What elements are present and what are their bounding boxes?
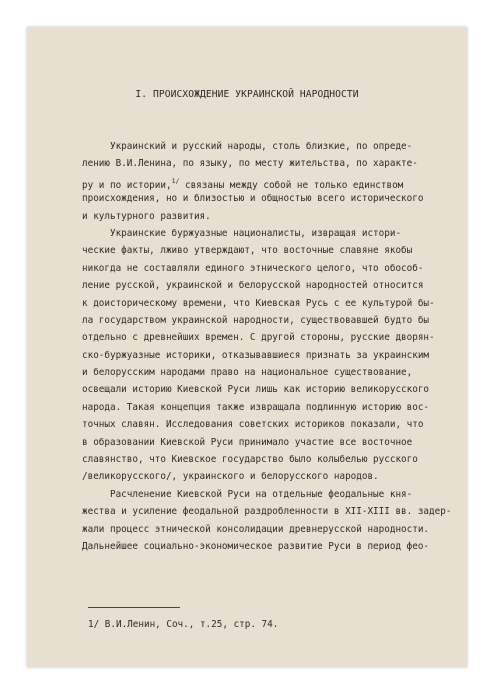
document-page <box>27 27 467 667</box>
text-line: никогда не составляли единого этнического целого, что обособ- <box>82 262 424 274</box>
text-line: к доисторическому времени, что Киевская Русь с ее культурой бы- <box>82 297 435 309</box>
text-line: жали процесс этнической консолидации древнерусской народности. <box>82 523 430 535</box>
body-text <box>82 138 482 555</box>
text-line: /великорусского/, украинского и белорусского народов. <box>82 471 379 483</box>
text-line: ско-буржуазные историки, отказывавшиеся признать за украинским <box>82 349 430 361</box>
text-line: Расчленение Киевской Руси на отдельные феодальные кня- <box>82 488 413 500</box>
footnote-divider <box>88 607 180 608</box>
text-line: и белорусским народами право на национальное существование, <box>82 367 413 379</box>
text-line: и культурного развития. <box>82 210 211 222</box>
text-line: ческие факты, лживо утверждают, что восточные славяне якобы <box>82 245 413 257</box>
text-line: народа. Такая концепция также извращала подлинную историю вос- <box>82 401 430 413</box>
text-line: лению В.И.Ленина, по языку, по месту жительства, по характе- <box>82 158 418 170</box>
text-line: в образовании Киевской Руси принимало участие все восточное <box>82 436 413 448</box>
text-line: отдельно с древнейших времен. С другой стороны, русские дворян- <box>82 332 435 344</box>
text-line: Дальнейшее социально-экономическое развитие Руси в период фео- <box>82 540 430 552</box>
text-line: жества и усиление феодальной раздробленности в XII-XIII вв. задер- <box>82 506 452 518</box>
text-line: ление русской, украинской и белорусской народностей относится <box>82 280 424 292</box>
text-line: освещали историю Киевской Руси лишь как историю великорусского <box>82 384 430 396</box>
text-line: ла государством украинской народности, существовавшей будто бы <box>82 314 430 326</box>
footnote: 1/ В.И.Ленин, Соч., т.25, стр. 74. <box>88 619 279 630</box>
text-line: славянство, что Киевское государство было колыбелью русского <box>82 454 418 466</box>
text-line: происхождения, но и близостью и общностью всего исторического <box>82 193 424 205</box>
text-line: Украинские буржуазные националисты, извращая истори- <box>82 227 402 239</box>
text-line: Украинский и русский народы, столь близкие, по опреде- <box>82 141 413 152</box>
chapter-heading: I. ПРОИСХОЖДЕНИЕ УКРАИНСКОЙ НАРОДНОСТИ <box>135 89 359 100</box>
footnote-marker: 1/ <box>171 176 180 185</box>
text-line: точных славян. Исследования советских историков показали, что <box>82 419 424 431</box>
text-line-with-footnote <box>82 173 482 190</box>
text-segment: связаны между собой не только единством <box>179 179 404 191</box>
text-segment: ру и по истории, <box>82 179 172 191</box>
